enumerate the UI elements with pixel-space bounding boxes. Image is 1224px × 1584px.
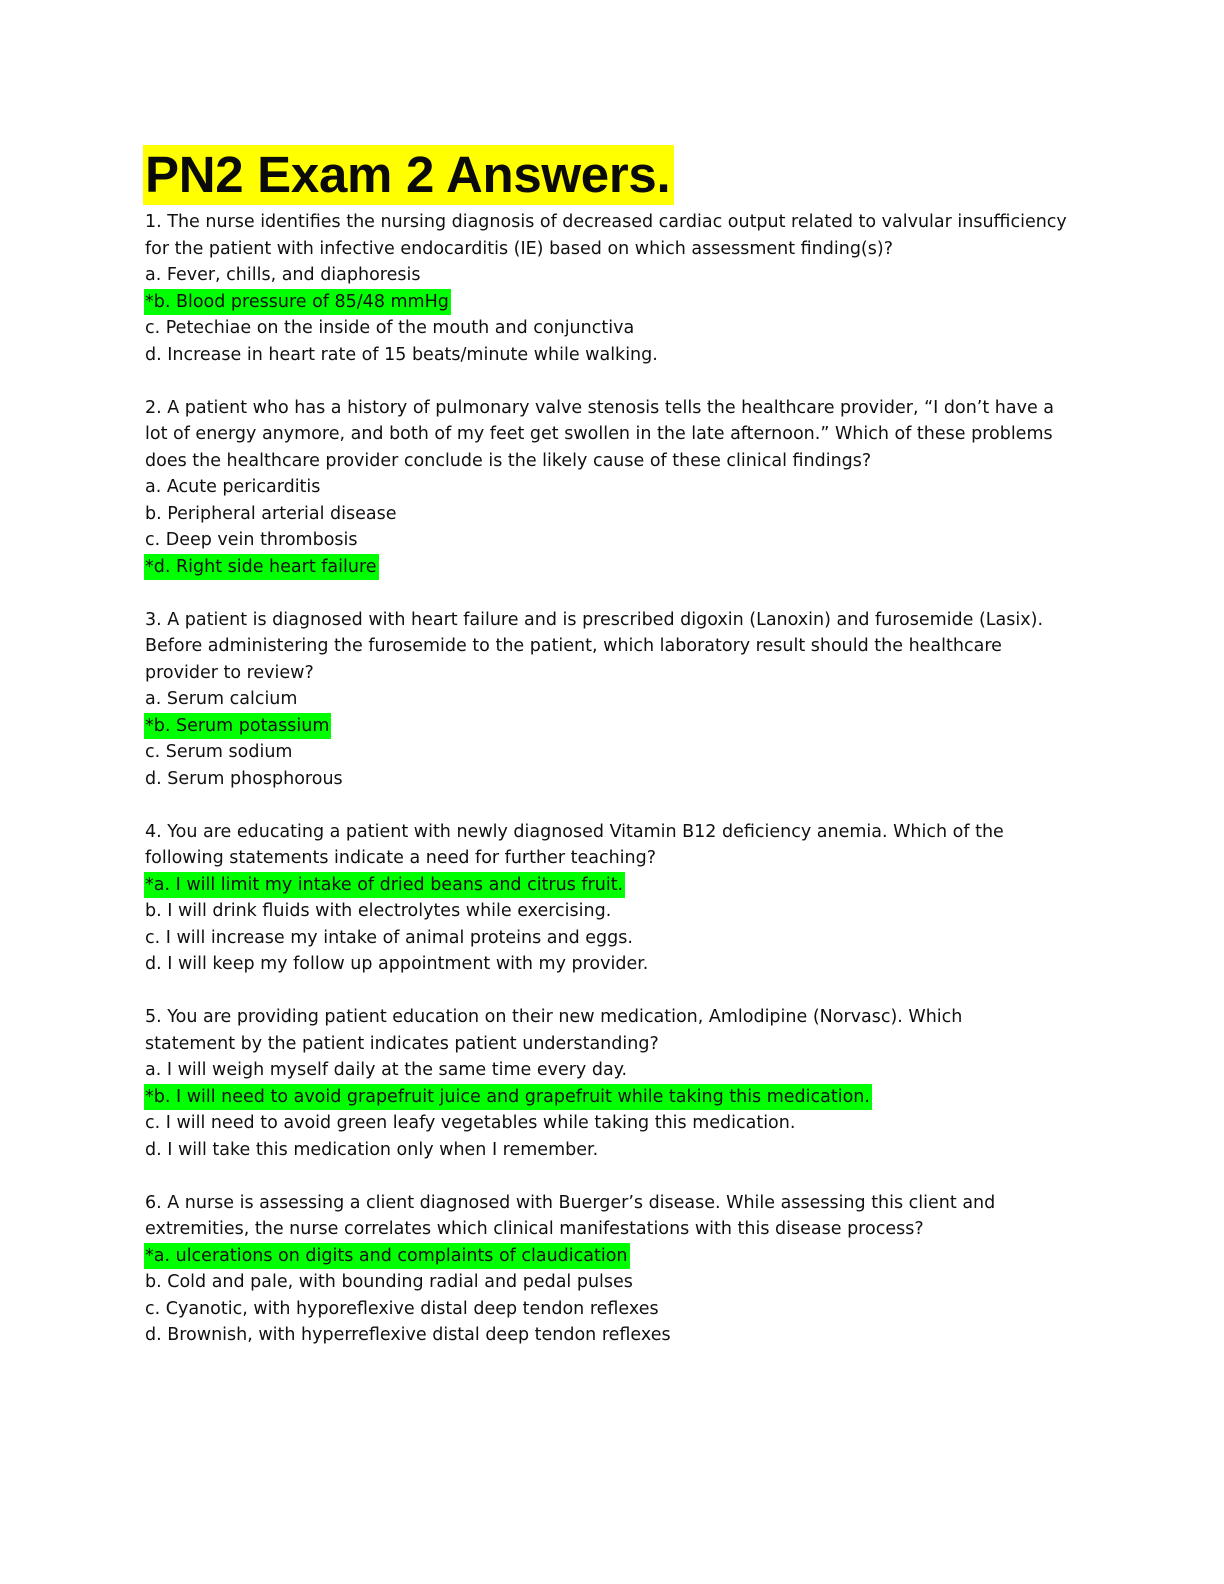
question-stem-line: Before administering the furosemide to the patient, which laboratory result should the healthcare xyxy=(145,636,1002,656)
option-text: d. Increase in heart rate of 15 beats/minute while walking. xyxy=(145,344,658,365)
answer-option-c xyxy=(145,1296,1085,1323)
question-stem-line: 2. A patient who has a history of pulmonary valve stenosis tells the healthcare provider, “I don’t have a xyxy=(145,397,1054,418)
answer-option-c xyxy=(145,527,1085,554)
correct-answer-highlight: *b. Blood pressure of 85/48 mmHg xyxy=(144,289,451,316)
answer-option-a-correct xyxy=(145,1243,1085,1270)
answer-option-d xyxy=(145,951,1085,978)
question-stem-line: statement by the patient indicates patient understanding? xyxy=(145,1033,659,1054)
question-4 xyxy=(145,819,1085,978)
question-stem-line: for the patient with infective endocarditis (IE) based on which assessment finding(s)? xyxy=(145,238,893,259)
answer-option-c xyxy=(145,925,1085,952)
option-text: c. Petechiae on the inside of the mouth and conjunctiva xyxy=(145,318,635,338)
answer-option-b xyxy=(145,1269,1085,1296)
question-stem-line: does the healthcare provider conclude is the likely cause of these clinical findings? xyxy=(145,450,872,471)
option-text: b. Cold and pale, with bounding radial and pedal pulses xyxy=(145,1272,633,1292)
answer-option-b xyxy=(145,501,1085,528)
correct-answer-highlight: *a. I will limit my intake of dried beans and citrus fruit. xyxy=(144,872,625,899)
question-stem-line: 6. A nurse is assessing a client diagnosed with Buerger’s disease. While assessing this client and xyxy=(145,1192,996,1213)
answer-option-c xyxy=(145,315,1085,342)
correct-answer-highlight: *d. Right side heart failure xyxy=(144,554,379,581)
answer-option-a xyxy=(145,262,1085,289)
question-stem-line: 3. A patient is diagnosed with heart failure and is prescribed digoxin (Lanoxin) and furosemide (Lasix). xyxy=(145,609,1044,630)
answer-option-d xyxy=(145,766,1085,793)
option-text: a. Serum calcium xyxy=(145,689,298,709)
question-3 xyxy=(145,607,1085,793)
option-text: d. I will keep my follow up appointment with my provider. xyxy=(145,954,649,974)
option-text: c. Serum sodium xyxy=(145,742,293,762)
question-stem-line: following statements indicate a need for further teaching? xyxy=(145,848,657,868)
question-5 xyxy=(145,1004,1085,1163)
option-text: a. Fever, chills, and diaphoresis xyxy=(145,265,421,285)
question-stem-line: provider to review? xyxy=(145,662,314,683)
option-text: a. Acute pericarditis xyxy=(145,477,321,497)
option-text: c. I will increase my intake of animal proteins and eggs. xyxy=(145,927,633,948)
option-text: d. Serum phosphorous xyxy=(145,768,343,789)
answer-option-d xyxy=(145,1137,1085,1164)
option-text: c. Deep vein thrombosis xyxy=(145,530,358,550)
question-stem-line: extremities, the nurse correlates which clinical manifestations with this disease process? xyxy=(145,1219,924,1239)
answer-option-d xyxy=(145,1322,1085,1349)
question-1 xyxy=(145,209,1085,368)
answer-option-a xyxy=(145,474,1085,501)
question-6 xyxy=(145,1190,1085,1349)
question-stem-line: 4. You are educating a patient with newly diagnosed Vitamin B12 deficiency anemia. Which of the xyxy=(145,821,1004,842)
option-text: b. I will drink fluids with electrolytes while exercising. xyxy=(145,901,612,921)
option-text: a. I will weigh myself daily at the same time every day. xyxy=(145,1060,628,1080)
answer-option-d-correct xyxy=(145,554,1085,581)
option-text: b. Peripheral arterial disease xyxy=(145,503,397,524)
option-text: d. Brownish, with hyperreflexive distal deep tendon reflexes xyxy=(145,1325,671,1345)
option-text: d. I will take this medication only when I remember. xyxy=(145,1139,599,1160)
option-text: c. Cyanotic, with hyporeflexive distal deep tendon reflexes xyxy=(145,1298,659,1319)
answer-option-a-correct xyxy=(145,872,1085,899)
answer-option-a xyxy=(145,686,1085,713)
document-title: PN2 Exam 2 Answers. xyxy=(143,145,674,205)
answer-option-b-correct xyxy=(145,713,1085,740)
question-stem-line: 1. The nurse identifies the nursing diagnosis of decreased cardiac output related to valvular insufficiency xyxy=(145,212,1067,232)
answer-option-c xyxy=(145,739,1085,766)
correct-answer-highlight: *b. I will need to avoid grapefruit juice and grapefruit while taking this medication. xyxy=(144,1084,872,1111)
answer-option-c xyxy=(145,1110,1085,1137)
answer-option-d xyxy=(145,342,1085,369)
answer-option-b-correct xyxy=(145,1084,1085,1111)
answer-option-b-correct xyxy=(145,289,1085,316)
correct-answer-highlight: *b. Serum potassium xyxy=(144,713,331,740)
question-stem-line: lot of energy anymore, and both of my feet get swollen in the late afternoon.” Which of these problems xyxy=(145,424,1053,444)
correct-answer-highlight: *a. ulcerations on digits and complaints of claudication xyxy=(144,1243,630,1270)
option-text: c. I will need to avoid green leafy vegetables while taking this medication. xyxy=(145,1113,796,1133)
answer-option-b xyxy=(145,898,1085,925)
answer-option-a xyxy=(145,1057,1085,1084)
question-2 xyxy=(145,395,1085,581)
document-page xyxy=(145,145,1085,1375)
question-stem-line: 5. You are providing patient education on their new medication, Amlodipine (Norvasc). Which xyxy=(145,1007,963,1027)
